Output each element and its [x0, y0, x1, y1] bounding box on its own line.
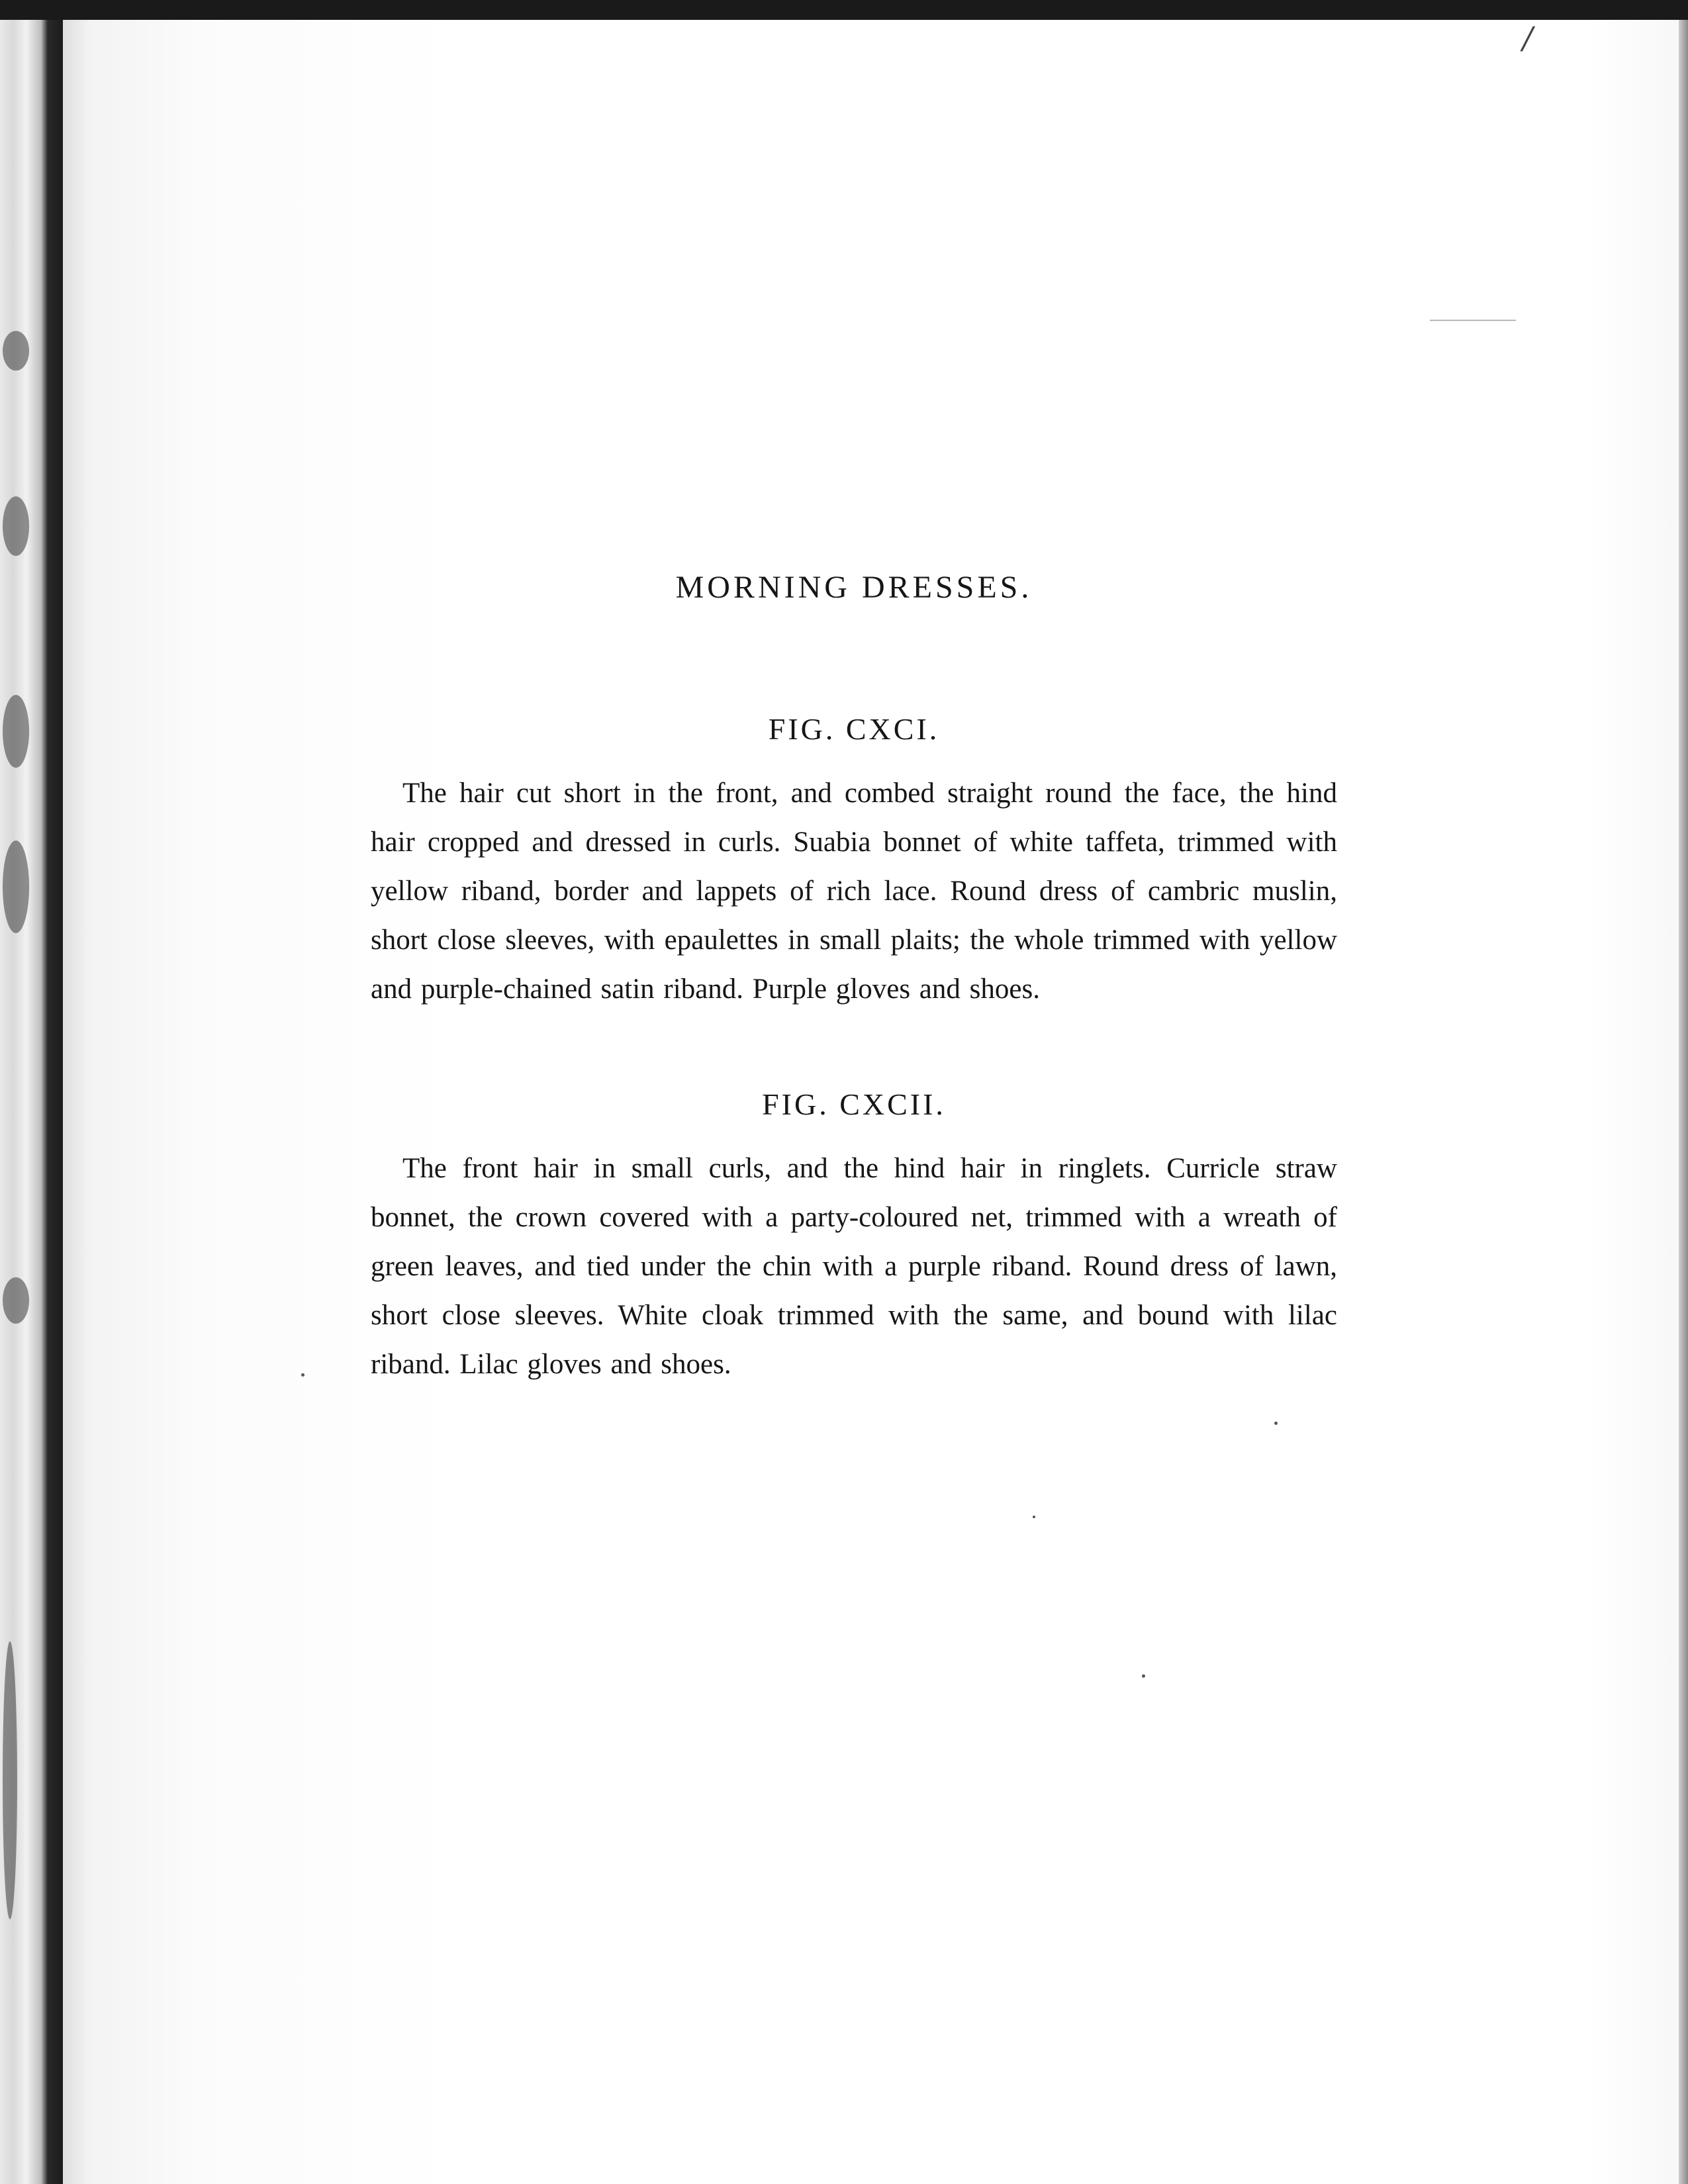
binding-speckle [3, 1277, 29, 1324]
binding-speckle [3, 1641, 17, 1919]
binding-speckle [3, 331, 29, 371]
figure-description: The front hair in small curls, and the hind hair in ringlets. Curricle straw bonnet, the crown covered with a party-coloured net, trimmed with a wreath of green leaves, and tied under the chin with a purple riband. Round dress of lawn, short close sleeves. White cloak trimmed with the same, and bound with lilac riband. Lilac gloves and shoes. [371, 1153, 1337, 1380]
binding-speckle [3, 841, 29, 933]
figure-heading: FIG. CXCII. [762, 1087, 946, 1121]
figure-description: The hair cut short in the front, and combed straight round the face, the hind hair cropped and dressed in curls. Suabia bonnet of white taffeta, trimmed with yellow riband, border and lappets of rich lace. Round dress of cambric muslin, short close sleeves, with epaulettes in small plaits; the whole trimmed with yellow and purple-chained satin riband. Purple gloves and shoes. [371, 778, 1337, 1005]
article-body [371, 569, 1337, 1462]
figure-heading: FIG. CXCI. [768, 712, 940, 746]
stray-rule-mark [1430, 320, 1516, 321]
dust-speck [301, 1373, 305, 1377]
book-binding-edge [0, 20, 63, 2184]
corner-pencil-mark: / [1523, 20, 1533, 56]
scan-top-edge [0, 0, 1688, 20]
binding-speckle [3, 496, 29, 556]
figure-section-1 [371, 711, 1337, 1014]
binding-speckle [3, 695, 29, 768]
figure-section-2 [371, 1087, 1337, 1389]
page-right-edge [1679, 20, 1688, 2184]
dust-speck [1142, 1674, 1145, 1678]
page-title: MORNING DRESSES. [675, 570, 1033, 605]
dust-speck [1033, 1516, 1035, 1518]
